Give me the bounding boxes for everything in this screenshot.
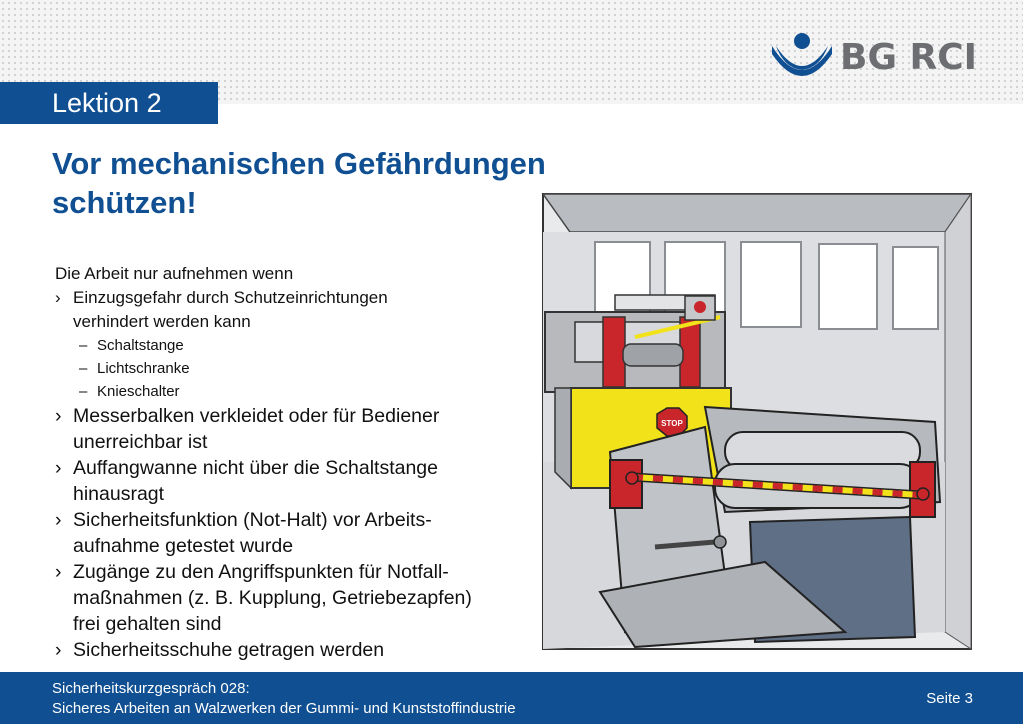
list-item: › Zugänge zu den Angriffspunkten für Notfall- maßnahmen (z. B. Kupplung, Getriebezapfen) frei gehalten sind [55, 561, 472, 635]
dash-marker: – [79, 383, 88, 400]
sub-list-item: – Schaltstange [55, 334, 525, 357]
rolling-mill-illustration [515, 192, 973, 654]
bullet-marker: › [55, 509, 62, 531]
intro-text: Die Arbeit nur aufnehmen wenn [55, 264, 294, 283]
lesson-label: Lektion 2 [52, 87, 162, 118]
list-item: › Auffangwanne nicht über die Schaltstange hinausragt [55, 457, 438, 505]
footer [0, 672, 1023, 724]
bullet-marker: › [55, 457, 62, 479]
list-item: › Sicherheitsfunktion (Not-Halt) vor Arbeits- aufnahme getestet wurde [55, 509, 432, 557]
title-line-1: Vor mechanischen Gefährdungen [52, 146, 546, 181]
page-number: Seite 3 [926, 690, 973, 707]
sub-list-item: – Knieschalter [55, 380, 525, 403]
logo-text: BG RCI [840, 36, 978, 78]
stop-sign [657, 408, 687, 436]
stop-sign-label: STOP [661, 419, 683, 428]
dash-marker: – [79, 360, 88, 377]
bullet-marker: › [55, 288, 61, 307]
bullet-marker: › [55, 561, 62, 583]
footer-subtitle: Sicheres Arbeiten an Walzwerken der Gummi- und Kunststoffindustrie [52, 700, 516, 717]
list-item: › Einzugsgefahr durch Schutzeinrichtungen verhindert werden kann [55, 288, 388, 331]
list-item: › Sicherheitsschuhe getragen werden [55, 639, 385, 661]
bg-rci-logo-icon [770, 32, 834, 82]
dash-marker: – [79, 337, 88, 354]
front-rolling-mill [600, 407, 940, 647]
list-item: › Messerbalken verkleidet oder für Bediener unerreichbar ist [55, 405, 440, 453]
lesson-tab [0, 82, 218, 124]
content-list [55, 262, 525, 663]
footer-series-title: Sicherheitskurzgespräch 028: [52, 680, 250, 697]
bullet-marker: › [55, 639, 62, 661]
sub-list-item: – Lichtschranke [55, 357, 525, 380]
bullet-marker: › [55, 405, 62, 427]
title-line-2: schützen! [52, 185, 197, 220]
bg-rci-logo [770, 32, 980, 82]
